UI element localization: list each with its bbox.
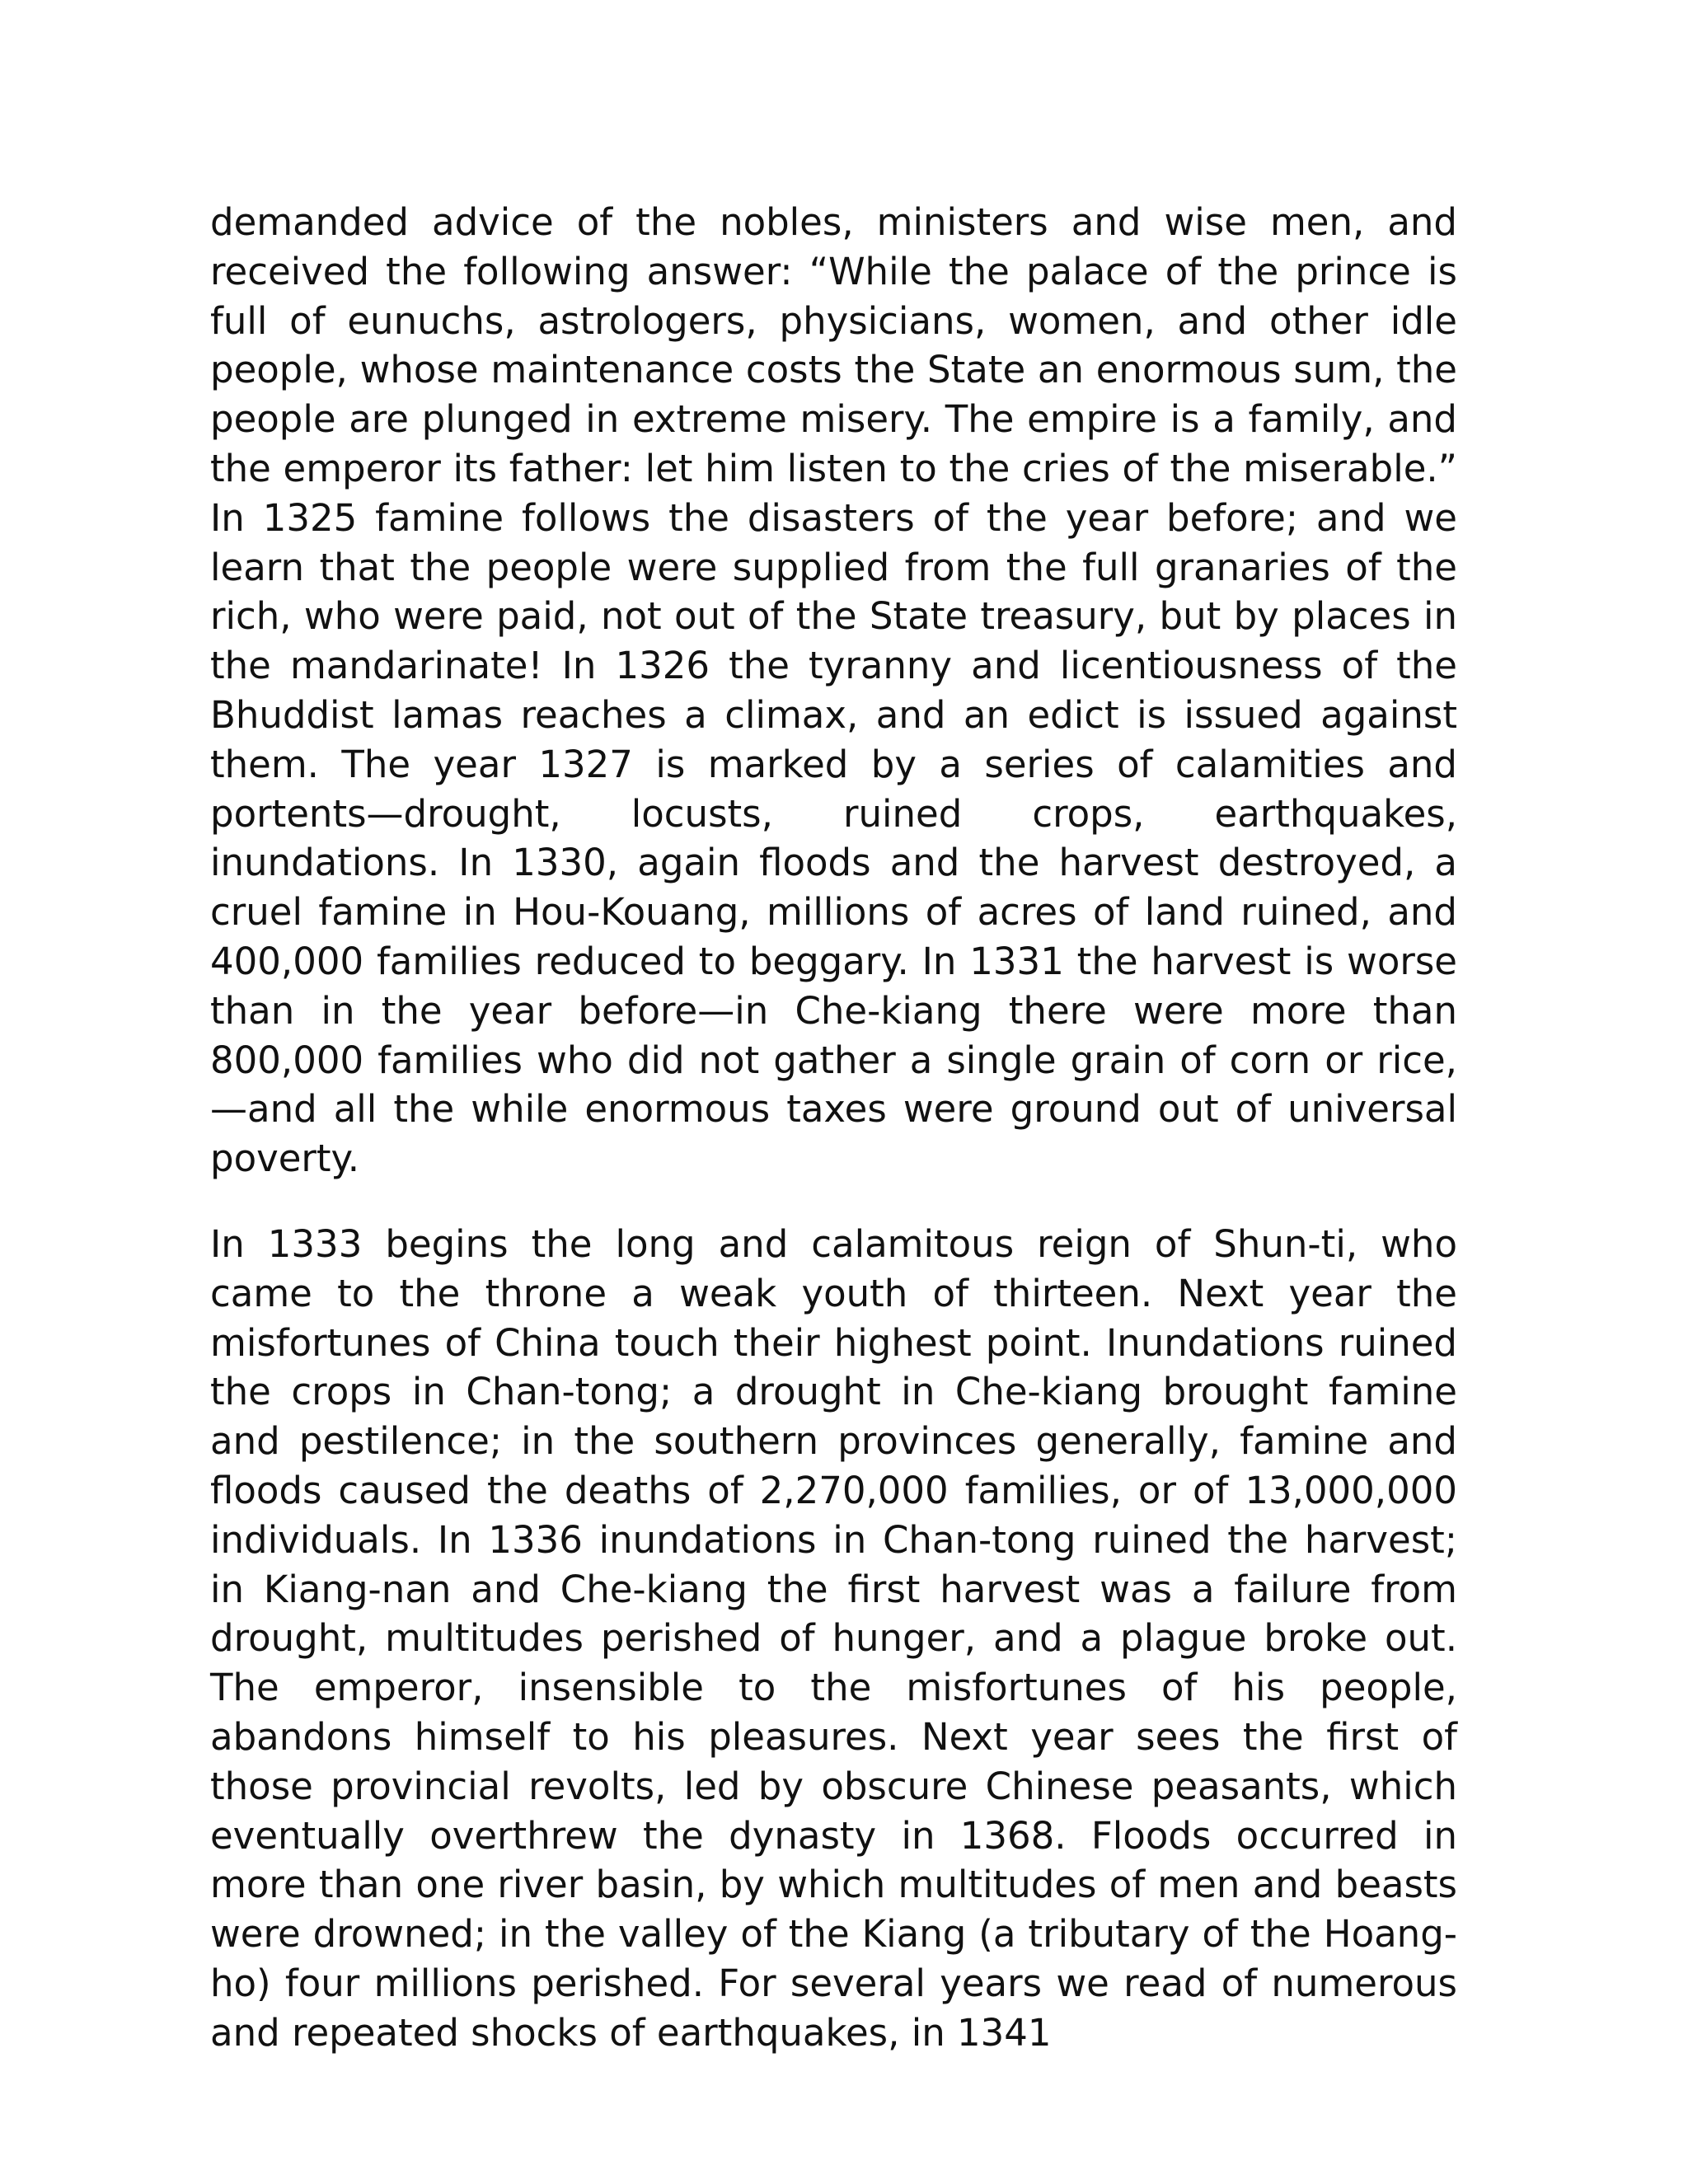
- paragraph-1: demanded advice of the nobles, ministers and wise men, and received the following answer: “While the palace of the prince is full of eunuchs, astrologers, physicians, women, and other idle people, whose maintenance costs the State an enormous sum, the people are plunged in extreme misery. The empire is a family, and the emperor its father: let him listen to the cries of the miserable.” In 1325 famine follows the disasters of the year before; and we learn that the people were supplied from the full granaries of the rich, who were paid, not out of the State treasury, but by places in the mandarinate! In 1326 the tyranny and licentiousness of the Bhuddist lamas reaches a climax, and an edict is issued against them. The year 1327 is marked by a series of calamities and portents—drought, locusts, ruined crops, earthquakes, inundations. In 1330, again floods and the harvest destroyed, a cruel famine in Hou-Kouang, millions of acres of land ruined, and 400,000 families reduced to beggary. In 1331 the harvest is worse than in the year before—in Che-kiang there were more than 800,000 families who did not gather a single grain of corn or rice,—and all the while enormous taxes were ground out of universal poverty.: [210, 200, 1457, 1181]
- body-text: [210, 198, 1457, 2057]
- paragraph-2: In 1333 begins the long and calamitous reign of Shun-ti, who came to the throne a weak youth of thirteen. Next year the misfortunes of China touch their highest point. Inundations ruined the crops in Chan-tong; a drought in Che-kiang brought famine and pestilence; in the southern provinces generally, famine and floods caused the deaths of 2,270,000 families, or of 13,000,000 individuals. In 1336 inundations in Chan-tong ruined the harvest; in Kiang-nan and Che-kiang the first harvest was a failure from drought, multitudes perished of hunger, and a plague broke out. The emperor, insensible to the misfortunes of his people, abandons himself to his pleasures. Next year sees the first of those provincial revolts, led by obscure Chinese peasants, which eventually overthrew the dynasty in 1368. Floods occurred in more than one river basin, by which multitudes of men and beasts were drowned; in the valley of the Kiang (a tributary of the Hoang-ho) four millions perished. For several years we read of numerous and repeated shocks of earthquakes, in 1341: [210, 1221, 1457, 2055]
